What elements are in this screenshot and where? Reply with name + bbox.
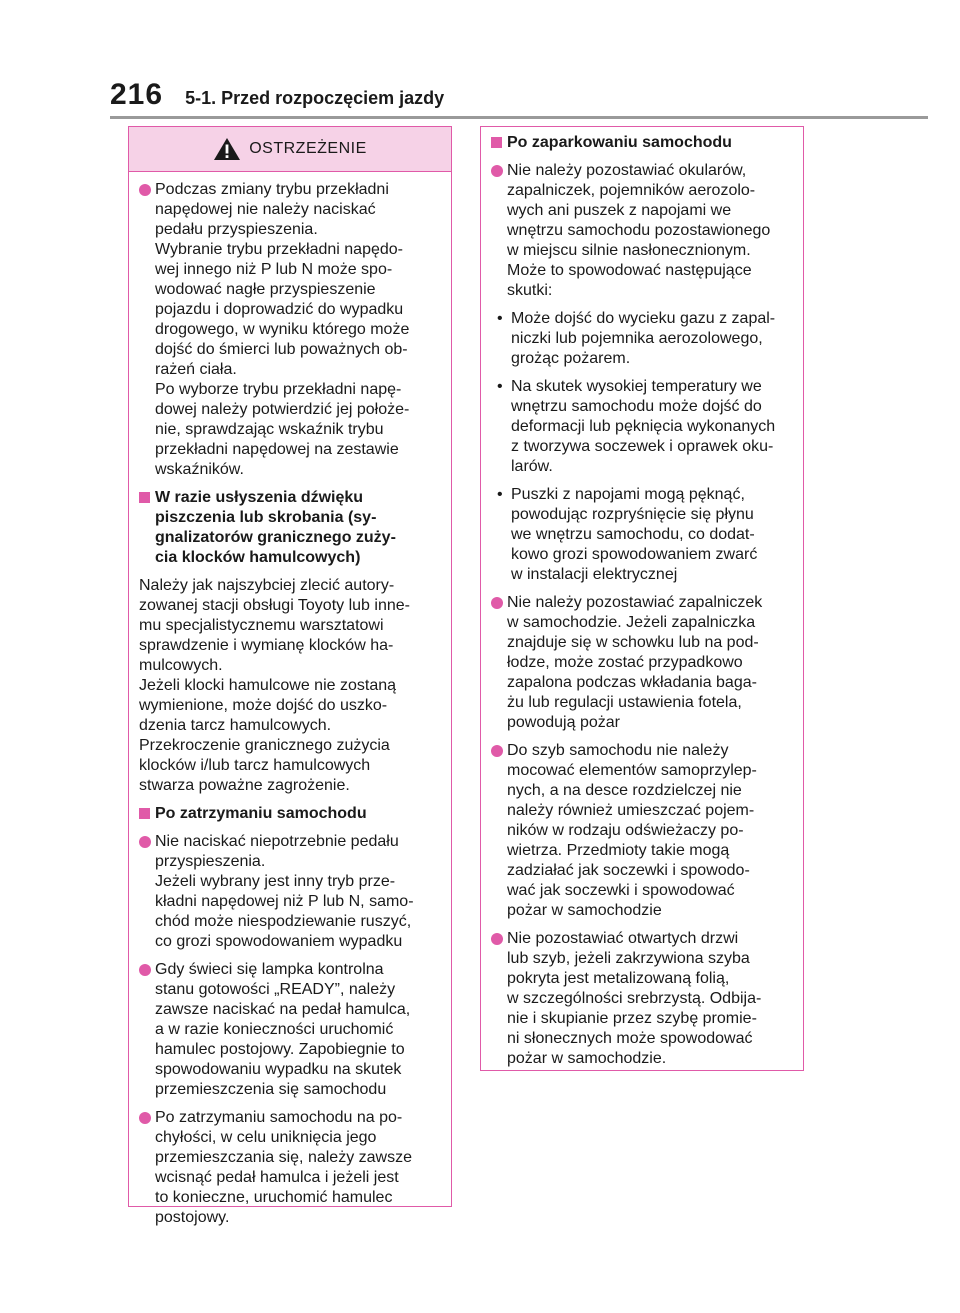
text-line: w samochodzie. Jeżeli zapalniczka — [507, 614, 756, 631]
text-line: Może to spowodować następujące — [507, 262, 752, 279]
text-line: wymienione, może dojść do uszko- — [139, 697, 388, 714]
warning-title: OSTRZEŻENIE — [249, 140, 367, 157]
pink-dot-icon — [491, 745, 503, 757]
text-line: Jeżeli klocki hamulcowe nie zostaną — [139, 677, 397, 694]
warning-item — [491, 741, 797, 921]
header-divider — [110, 116, 928, 119]
text-line: skutki: — [507, 282, 553, 299]
warning-box-right — [480, 126, 804, 1071]
text-line: powodując rozpryśnięcie się płynu — [511, 506, 754, 523]
text-line: Wybranie trybu przekładni napędo- — [155, 241, 403, 258]
bullet-icon: • — [497, 310, 503, 327]
text-line: niczki lub pojemnika aerozolowego, — [511, 330, 763, 347]
text-line: nych, a na desce rozdzielczej nie — [507, 782, 742, 799]
text-line: w miejscu silnie nasłonecznionym. — [507, 242, 751, 259]
warning-item — [139, 180, 445, 480]
text-line: łodze, może zostać przypadkowo — [507, 654, 743, 671]
text-line: a w razie konieczności uruchomić — [155, 1021, 394, 1038]
text-line: we wnętrzu samochodu, co dodat- — [511, 526, 755, 543]
pink-dot-icon — [139, 184, 151, 196]
text-line: Na skutek wysokiej temperatury we — [511, 378, 762, 395]
text-line: hamulec postojowy. Zapobiegnie to — [155, 1041, 405, 1058]
text-line: Po wyborze trybu przekładni napę- — [155, 381, 402, 398]
text-line: Po zatrzymaniu samochodu — [155, 805, 367, 822]
text-line: w instalacji elektrycznej — [511, 566, 678, 583]
subsection-heading — [139, 488, 445, 568]
bullet-icon: • — [497, 486, 503, 503]
pink-dot-icon — [491, 933, 503, 945]
text-line: mocować elementów samoprzylep- — [507, 762, 757, 779]
text-line: Do szyb samochodu nie należy — [507, 742, 729, 759]
text-line: w szczególności srebrzystą. Odbija- — [507, 990, 762, 1007]
text-line: sprawdzenie i wymianę klocków ha- — [139, 637, 394, 654]
text-line: drogowego, w wyniku którego może — [155, 321, 410, 338]
text-line: Nie pozostawiać otwartych drzwi — [507, 930, 739, 947]
text-line: przemieszczenia się samochodu — [155, 1081, 387, 1098]
warning-item — [491, 929, 797, 1069]
subsection-heading — [139, 804, 445, 824]
warning-item — [139, 960, 445, 1100]
text-line: Nie należy pozostawiać zapalniczek — [507, 594, 763, 611]
pink-square-icon — [139, 492, 150, 503]
text-line: znajduje się w schowku lub na pod- — [507, 634, 759, 651]
text-line: żu lub regulacji ustawienia fotela, — [507, 694, 742, 711]
text-line: Nie naciskać niepotrzebnie pedału — [155, 833, 399, 850]
text-line: deformacji lub pęknięcia wykonanych — [511, 418, 776, 435]
warning-item — [491, 593, 797, 733]
text-line: Po zatrzymaniu samochodu na po- — [155, 1109, 403, 1126]
text-line: gnalizatorów granicznego zuży- — [155, 529, 396, 546]
text-line: piszczenia lub skrobania (sy- — [155, 509, 377, 526]
text-line: przekładni napędowej na zestawie — [155, 441, 399, 458]
pink-dot-icon — [139, 1112, 151, 1124]
text-line: mu specjalistycznemu warsztatowi — [139, 617, 384, 634]
warning-header — [129, 127, 451, 172]
bullet-item — [491, 485, 797, 585]
text-line: Podczas zmiany trybu przekładni — [155, 181, 389, 198]
text-line: wcisnąć pedał hamulca i jeżeli jest — [155, 1169, 399, 1186]
text-line: kowo grozi spowodowaniem zwarć — [511, 546, 758, 563]
text-line: zawsze naciskać na pedał hamulca, — [155, 1001, 411, 1018]
text-line: powodują pożar — [507, 714, 620, 731]
text-line: pedału przyspieszenia. — [155, 221, 318, 238]
text-line: wskaźników. — [155, 461, 244, 478]
warning-triangle-icon — [213, 137, 241, 161]
text-line: grożąc pożarem. — [511, 350, 631, 367]
text-line: cia klocków hamulcowych) — [155, 549, 361, 566]
section-title: 5-1. Przed rozpoczęciem jazdy — [185, 88, 445, 108]
text-line: wnętrzu samochodu pozostawionego — [507, 222, 771, 239]
warning-item — [491, 161, 797, 301]
text-line: stanu gotowości „READY”, należy — [155, 981, 396, 998]
text-line: pożar w samochodzie. — [507, 1050, 667, 1067]
text-line: z tworzywa soczewek i oprawek oku- — [511, 438, 774, 455]
text-line: Nie należy pozostawiać okularów, — [507, 162, 747, 179]
text-line: Przekroczenie granicznego zużycia — [139, 737, 390, 754]
text-line: to konieczne, uruchomić hamulec — [155, 1189, 393, 1206]
pink-dot-icon — [139, 836, 151, 848]
text-line: stwarza poważne zagrożenie. — [139, 777, 350, 794]
text-line: zapalniczek, pojemników aerozolo- — [507, 182, 756, 199]
bullet-icon: • — [497, 378, 503, 395]
text-line: Może dojść do wycieku gazu z zapal- — [511, 310, 776, 327]
subsection-heading — [491, 133, 797, 153]
text-line: dowej należy potwierdzić jej położe- — [155, 401, 410, 418]
pink-square-icon — [491, 137, 502, 148]
text-line: chód może niespodziewanie ruszyć, — [155, 913, 412, 930]
text-line: wietrza. Przedmioty takie mogą — [507, 842, 730, 859]
text-line: lub szyb, jeżeli zakrzywiona szyba — [507, 950, 750, 967]
text-line: Należy jak najszybciej zlecić autory- — [139, 577, 395, 594]
bullet-item — [491, 309, 797, 369]
left-column-content — [129, 172, 451, 1228]
pink-dot-icon — [491, 597, 503, 609]
text-line: rażeń ciała. — [155, 361, 237, 378]
warning-box-left — [128, 126, 452, 1226]
text-line: kładni napędowej niż P lub N, samo- — [155, 893, 414, 910]
text-line: mulcowych. — [139, 657, 223, 674]
bullet-item — [491, 377, 797, 477]
page-header — [110, 78, 444, 112]
text-line: Puszki z napojami mogą pęknąć, — [511, 486, 745, 503]
text-line: nie, sprawdzając wskaźnik trybu — [155, 421, 384, 438]
text-line: pokryta jest metalizowaną folią, — [507, 970, 730, 987]
text-line: zowanej stacji obsługi Toyoty lub inne- — [139, 597, 410, 614]
text-line: przyspieszenia. — [155, 853, 266, 870]
text-line: zapalona podczas wkładania baga- — [507, 674, 757, 691]
warning-item — [139, 1108, 445, 1228]
text-line: wych ani puszek z napojami we — [507, 202, 732, 219]
text-line: klocków i/lub tarcz hamulcowych — [139, 757, 371, 774]
text-line: wać jak soczewki i spowodować — [507, 882, 735, 899]
body-paragraph — [139, 576, 445, 796]
text-line: postojowy. — [155, 1209, 230, 1226]
text-line: ników w rodzaju odświeżaczy po- — [507, 822, 744, 839]
text-line: należy również umieszczać pojem- — [507, 802, 755, 819]
text-line: larów. — [511, 458, 553, 475]
text-line: spowodowaniu wypadku na skutek — [155, 1061, 402, 1078]
text-line: wnętrzu samochodu może dojść do — [511, 398, 762, 415]
text-line: wej innego niż P lub N może spo- — [155, 261, 393, 278]
page-number: 216 — [110, 78, 164, 111]
text-line: co grozi spowodowaniem wypadku — [155, 933, 403, 950]
text-line: Jeżeli wybrany jest inny tryb prze- — [155, 873, 396, 890]
text-line: Gdy świeci się lampka kontrolna — [155, 961, 384, 978]
text-line: pożar w samochodzie — [507, 902, 662, 919]
pink-dot-icon — [139, 964, 151, 976]
text-line: ni słonecznych może spowodować — [507, 1030, 753, 1047]
text-line: przemieszczania się, należy zawsze — [155, 1149, 412, 1166]
text-line: W razie usłyszenia dźwięku — [155, 489, 364, 506]
text-line: zadziałać jak soczewki i spowodo- — [507, 862, 750, 879]
text-line: chyłości, w celu uniknięcia jego — [155, 1129, 377, 1146]
text-line: pojazdu i doprowadzić do wypadku — [155, 301, 404, 318]
text-line: Po zaparkowaniu samochodu — [507, 134, 732, 151]
right-column-content — [481, 127, 803, 1069]
warning-item — [139, 832, 445, 952]
pink-dot-icon — [491, 165, 503, 177]
text-line: wodować nagłe przyspieszenie — [155, 281, 376, 298]
text-line: dojść do śmierci lub poważnych ob- — [155, 341, 408, 358]
text-line: napędowej nie należy naciskać — [155, 201, 376, 218]
text-line: nie i skupianie przez szybę promie- — [507, 1010, 757, 1027]
text-line: dzenia tarcz hamulcowych. — [139, 717, 332, 734]
pink-square-icon — [139, 808, 150, 819]
